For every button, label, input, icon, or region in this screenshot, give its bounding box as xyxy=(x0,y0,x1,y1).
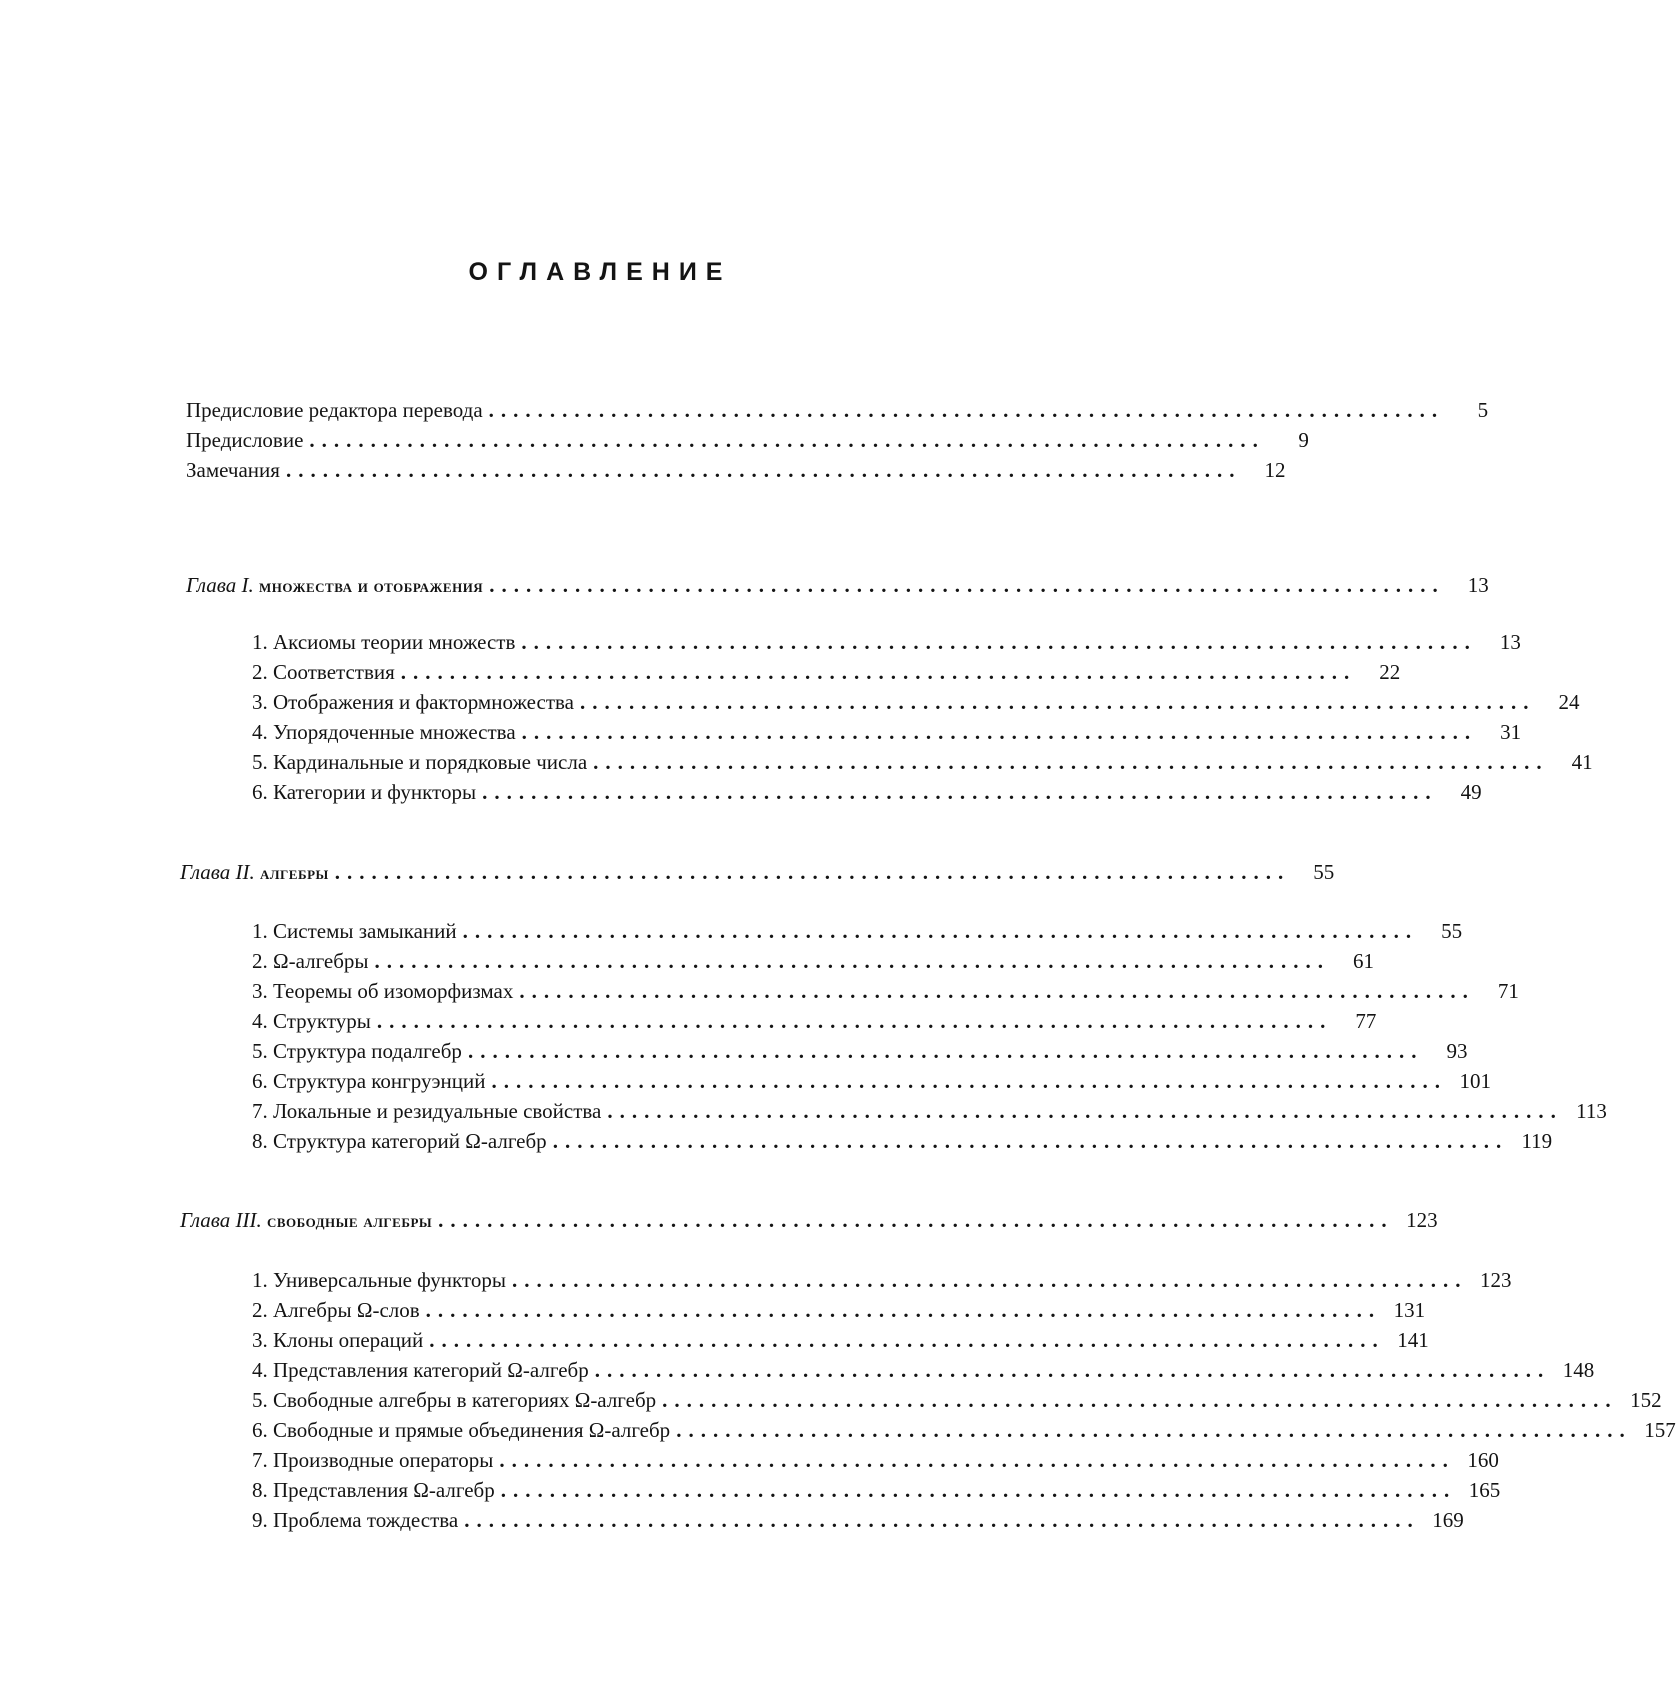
section-number: 6. xyxy=(252,1418,268,1442)
section-title: Представления категорий Ω-алгебр xyxy=(273,1358,589,1382)
section-title: Свободные алгебры в категориях Ω-алгебр xyxy=(273,1388,657,1412)
toc-section[interactable] xyxy=(252,1505,1464,1535)
toc-section[interactable] xyxy=(252,1295,1426,1325)
section-page: 101 xyxy=(1459,1069,1491,1093)
dot-leader: .............................................................................. xyxy=(376,1009,1333,1033)
chapter-name: свободные алгебры xyxy=(266,1211,433,1232)
section-title: Структуры xyxy=(273,1009,371,1033)
section-number: 9. xyxy=(252,1508,268,1532)
toc-section[interactable] xyxy=(252,687,1580,717)
toc-section[interactable] xyxy=(252,1126,1553,1156)
section-title: Алгебры Ω-слов xyxy=(273,1298,420,1322)
section-title: Кардинальные и порядковые числа xyxy=(273,750,588,774)
section-number: 2. xyxy=(252,949,268,973)
section-title: Проблема тождества xyxy=(273,1508,459,1532)
section-page: 141 xyxy=(1397,1328,1429,1352)
section-page: 71 xyxy=(1497,979,1519,1003)
section-title: Ω-алгебры xyxy=(273,949,369,973)
section-page: 31 xyxy=(1500,720,1522,744)
dot-leader: .............................................................................. xyxy=(482,780,1438,804)
chapter-label: Глава I. xyxy=(186,573,254,597)
toc-section[interactable] xyxy=(252,1006,1377,1036)
chapter-page: 55 xyxy=(1313,860,1335,884)
section-number: 6. xyxy=(252,780,268,804)
section-page: 131 xyxy=(1393,1298,1426,1322)
dot-leader: .............................................................................. xyxy=(500,1478,1457,1502)
dot-leader: .............................................................................. xyxy=(467,1039,1424,1063)
chapter-label: Глава III. xyxy=(180,1208,262,1232)
section-page: 152 xyxy=(1630,1388,1662,1412)
section-number: 2. xyxy=(252,660,268,684)
section-number: 5. xyxy=(252,1388,268,1412)
toc-section[interactable] xyxy=(252,657,1401,687)
section-page: 77 xyxy=(1355,1009,1377,1033)
toc-section[interactable] xyxy=(252,1265,1512,1295)
section-title: Соответствия xyxy=(273,660,395,684)
toc-section[interactable] xyxy=(252,747,1593,777)
section-number: 3. xyxy=(252,1328,268,1352)
toc-section[interactable] xyxy=(252,1096,1607,1126)
section-number: 3. xyxy=(252,690,268,714)
dot-leader: .............................................................................. xyxy=(464,1508,1420,1532)
section-page: 41 xyxy=(1571,750,1593,774)
section-page: 24 xyxy=(1558,690,1580,714)
section-page: 160 xyxy=(1467,1448,1499,1472)
section-number: 1. xyxy=(252,630,268,654)
section-title: Аксиомы теории множеств xyxy=(273,630,516,654)
section-page: 55 xyxy=(1441,919,1463,943)
dot-leader: .............................................................................. xyxy=(552,1129,1509,1153)
dot-leader: .............................................................................. xyxy=(662,1388,1618,1412)
section-title: Структура категорий Ω-алгебр xyxy=(273,1129,547,1153)
toc-section[interactable] xyxy=(252,1066,1491,1096)
toc-section[interactable] xyxy=(252,946,1375,976)
section-number: 6. xyxy=(252,1069,268,1093)
section-title: Упорядоченные множества xyxy=(273,720,516,744)
section-number: 4. xyxy=(252,720,268,744)
dot-leader: .............................................................................. xyxy=(425,1298,1382,1322)
dot-leader: .............................................................................. xyxy=(511,1268,1468,1292)
section-page: 123 xyxy=(1479,1268,1512,1292)
page-title: ОГЛАВЛЕНИЕ xyxy=(468,258,732,286)
section-page: 157 xyxy=(1644,1418,1676,1442)
section-number: 1. xyxy=(252,1268,268,1292)
section-title: Локальные и резидуальные свойства xyxy=(273,1099,602,1123)
toc-section[interactable] xyxy=(252,1036,1468,1066)
section-title: Представления Ω-алгебр xyxy=(273,1478,495,1502)
toc-entry-page: 12 xyxy=(1264,458,1286,482)
toc-section[interactable] xyxy=(252,1385,1662,1415)
section-number: 4. xyxy=(252,1009,268,1033)
section-page: 22 xyxy=(1379,660,1401,684)
dot-leader: .............................................................................. xyxy=(374,949,1331,973)
toc-entry-editor-preface[interactable] xyxy=(186,395,1489,425)
toc-entry-title: Предисловие редактора перевода xyxy=(186,398,483,422)
toc-section[interactable] xyxy=(252,1445,1499,1475)
section-title: Универсальные функторы xyxy=(273,1268,506,1292)
toc-entry-title: Замечания xyxy=(186,458,280,482)
toc-section[interactable] xyxy=(252,1475,1501,1505)
section-title: Категории и функторы xyxy=(273,780,477,804)
dot-leader: .............................................................................. xyxy=(400,660,1357,684)
chapter-name: множества и отображения xyxy=(258,576,484,597)
section-title: Отображения и фактормножества xyxy=(273,690,574,714)
chapter-heading-2[interactable] xyxy=(180,857,1335,887)
section-number: 1. xyxy=(252,919,268,943)
dot-leader: .............................................................................. xyxy=(519,979,1475,1003)
section-title: Свободные и прямые объединения Ω-алгебр xyxy=(273,1418,671,1442)
dot-leader: .............................................................................. xyxy=(438,1208,1394,1232)
dot-leader: .............................................................................. xyxy=(676,1418,1632,1442)
dot-leader: .............................................................................. xyxy=(607,1099,1563,1123)
dot-leader: .............................................................................. xyxy=(488,398,1445,422)
section-number: 5. xyxy=(252,750,268,774)
dot-leader: .............................................................................. xyxy=(521,630,1477,654)
section-page: 113 xyxy=(1576,1099,1607,1123)
dot-leader: .............................................................................. xyxy=(593,750,1549,774)
dot-leader: .............................................................................. xyxy=(309,428,1265,452)
toc-section[interactable] xyxy=(252,717,1522,747)
toc-entry-remarks[interactable] xyxy=(186,455,1286,485)
section-number: 2. xyxy=(252,1298,268,1322)
chapter-name: алгебры xyxy=(259,863,329,884)
dot-leader: .............................................................................. xyxy=(489,573,1445,597)
section-number: 4. xyxy=(252,1358,268,1382)
toc-section[interactable] xyxy=(252,976,1519,1006)
toc-entry-preface[interactable] xyxy=(186,425,1309,455)
section-number: 3. xyxy=(252,979,268,1003)
section-title: Теоремы об изоморфизмах xyxy=(273,979,514,1003)
chapter-label: Глава II. xyxy=(180,860,255,884)
section-number: 8. xyxy=(252,1478,268,1502)
dot-leader: .............................................................................. xyxy=(334,860,1291,884)
dot-leader: .............................................................................. xyxy=(462,919,1419,943)
toc-section[interactable] xyxy=(252,627,1521,657)
section-page: 13 xyxy=(1499,630,1521,654)
section-title: Структура конгруэнций xyxy=(273,1069,486,1093)
section-title: Производные операторы xyxy=(273,1448,494,1472)
toc-entry-page: 5 xyxy=(1477,398,1489,422)
section-title: Структура подалгебр xyxy=(273,1039,462,1063)
toc-entry-title: Предисловие xyxy=(186,428,304,452)
toc-entry-page: 9 xyxy=(1298,428,1309,452)
section-page: 148 xyxy=(1562,1358,1595,1382)
section-number: 5. xyxy=(252,1039,268,1063)
section-number: 7. xyxy=(252,1099,268,1123)
dot-leader: .............................................................................. xyxy=(499,1448,1455,1472)
chapter-heading-3[interactable] xyxy=(180,1205,1438,1235)
dot-leader: .............................................................................. xyxy=(594,1358,1551,1382)
section-title: Клоны операций xyxy=(273,1328,424,1352)
dot-leader: .............................................................................. xyxy=(285,458,1242,482)
section-page: 61 xyxy=(1353,949,1375,973)
dot-leader: .............................................................................. xyxy=(521,720,1478,744)
section-page: 119 xyxy=(1521,1129,1553,1153)
section-page: 49 xyxy=(1460,780,1482,804)
section-page: 93 xyxy=(1446,1039,1468,1063)
dot-leader: .............................................................................. xyxy=(491,1069,1447,1093)
dot-leader: .............................................................................. xyxy=(579,690,1536,714)
toc-section[interactable] xyxy=(252,777,1482,807)
toc-section[interactable] xyxy=(252,1355,1595,1385)
chapter-page: 13 xyxy=(1467,573,1489,597)
section-page: 165 xyxy=(1468,1478,1501,1502)
section-title: Системы замыканий xyxy=(273,919,457,943)
chapter-page: 123 xyxy=(1406,1208,1438,1232)
section-number: 7. xyxy=(252,1448,268,1472)
section-number: 8. xyxy=(252,1129,268,1153)
dot-leader: .............................................................................. xyxy=(429,1328,1385,1352)
toc-section[interactable] xyxy=(252,1415,1676,1445)
toc-section[interactable] xyxy=(252,1325,1429,1355)
chapter-heading-1[interactable] xyxy=(186,570,1489,600)
section-page: 169 xyxy=(1432,1508,1464,1532)
toc-section[interactable] xyxy=(252,916,1463,946)
